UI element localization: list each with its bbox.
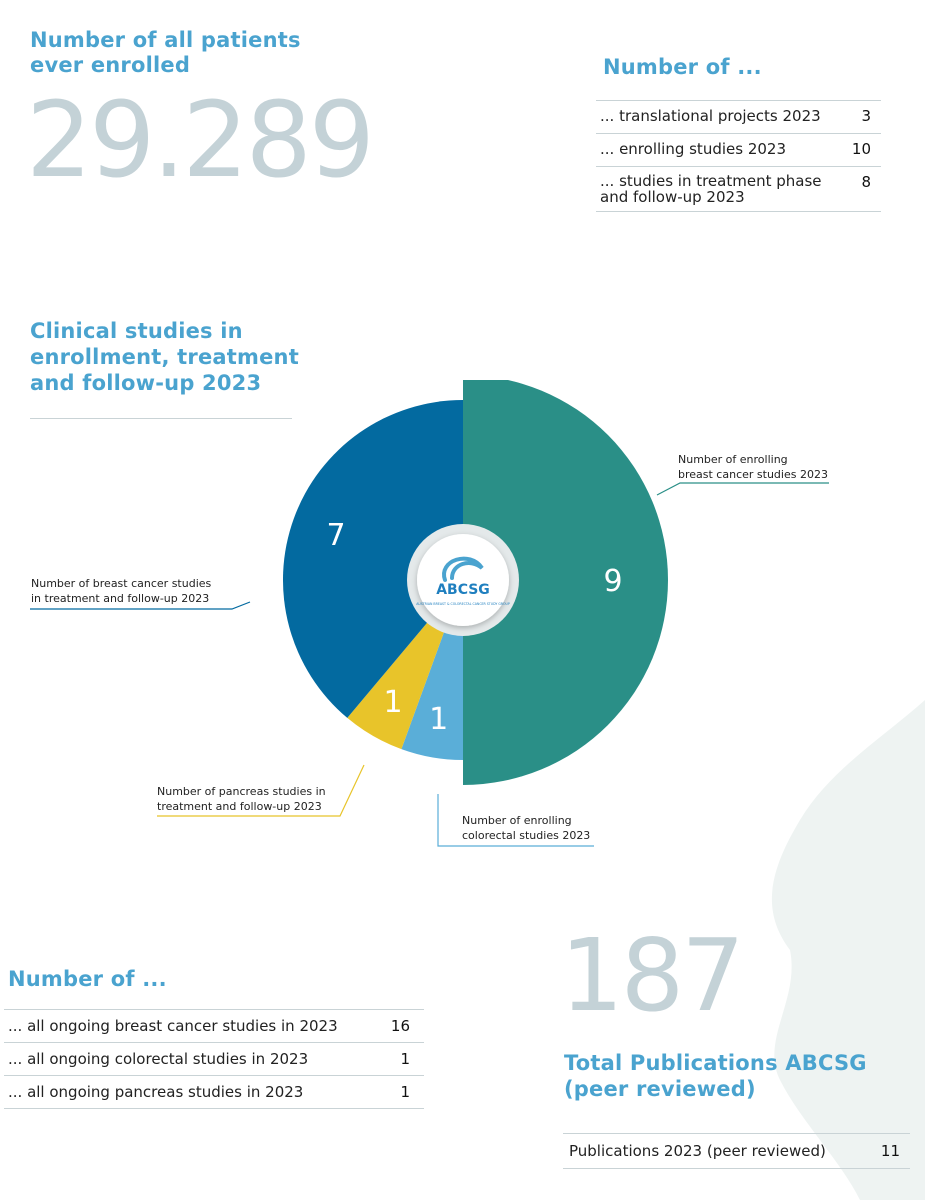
callout-breast-treatment: Number of breast cancer studies in treatment and follow-up 2023 (31, 577, 212, 605)
table-row (596, 101, 881, 134)
callout-enrolling-colorectal: Number of enrolling colorectal studies 2023 (462, 814, 591, 842)
callout-line-enrolling-breast (657, 483, 829, 495)
slice-label-enrolling-colorectal: 1 (429, 701, 449, 737)
publications-heading: Total Publications ABCSG (peer reviewed) (564, 1051, 867, 1101)
publications-table (563, 1133, 910, 1169)
row-value: 8 (848, 167, 881, 212)
top-stats-table (596, 100, 881, 212)
slice-label-breast-treatment: 7 (326, 517, 346, 553)
table-row (596, 134, 881, 167)
slice-label-enrolling-breast: 9 (603, 564, 623, 599)
row-value: 1 (386, 1076, 424, 1109)
publications-count: 187 (560, 917, 742, 1034)
bottom-stats-table (4, 1009, 424, 1109)
row-value: 1 (386, 1043, 424, 1076)
callout-pancreas-treatment: Number of pancreas studies in treatment and follow-up 2023 (157, 785, 326, 813)
table-row (596, 167, 881, 212)
row-label: ... translational projects 2023 (596, 101, 848, 134)
row-value: 10 (848, 134, 881, 167)
row-value: 3 (848, 101, 881, 134)
callout-enrolling-breast: Number of enrolling breast cancer studies 2023 (678, 453, 828, 481)
table-row (4, 1043, 424, 1076)
table-row (4, 1076, 424, 1109)
table-row (563, 1134, 910, 1169)
row-label: ... studies in treatment phase and follow-up 2023 (596, 167, 848, 212)
row-label: ... all ongoing breast cancer studies in 2023 (4, 1010, 386, 1043)
table-row (4, 1010, 424, 1043)
slice-label-pancreas-treatment: 1 (383, 685, 403, 721)
patients-heading: Number of all patients ever enrolled (30, 28, 301, 77)
row-value: 11 (875, 1134, 910, 1169)
logo-subtext: AUSTRIAN BREAST & COLORECTAL CANCER STUDY GROUP (416, 602, 510, 606)
clinical-studies-pie-chart (0, 380, 925, 860)
patients-count: 29.289 (26, 79, 372, 201)
logo-text: ABCSG (436, 582, 490, 598)
row-label: ... all ongoing colorectal studies in 2023 (4, 1043, 386, 1076)
abcsg-logo (407, 524, 519, 636)
row-label: ... enrolling studies 2023 (596, 134, 848, 167)
row-value: 16 (386, 1010, 424, 1043)
clinical-studies-heading: Clinical studies in enrollment, treatment and follow-up 2023 (30, 319, 299, 395)
bottom-table-heading: Number of ... (8, 967, 167, 991)
top-table-heading: Number of ... (603, 55, 762, 79)
row-label: Publications 2023 (peer reviewed) (563, 1134, 875, 1169)
row-label: ... all ongoing pancreas studies in 2023 (4, 1076, 386, 1109)
